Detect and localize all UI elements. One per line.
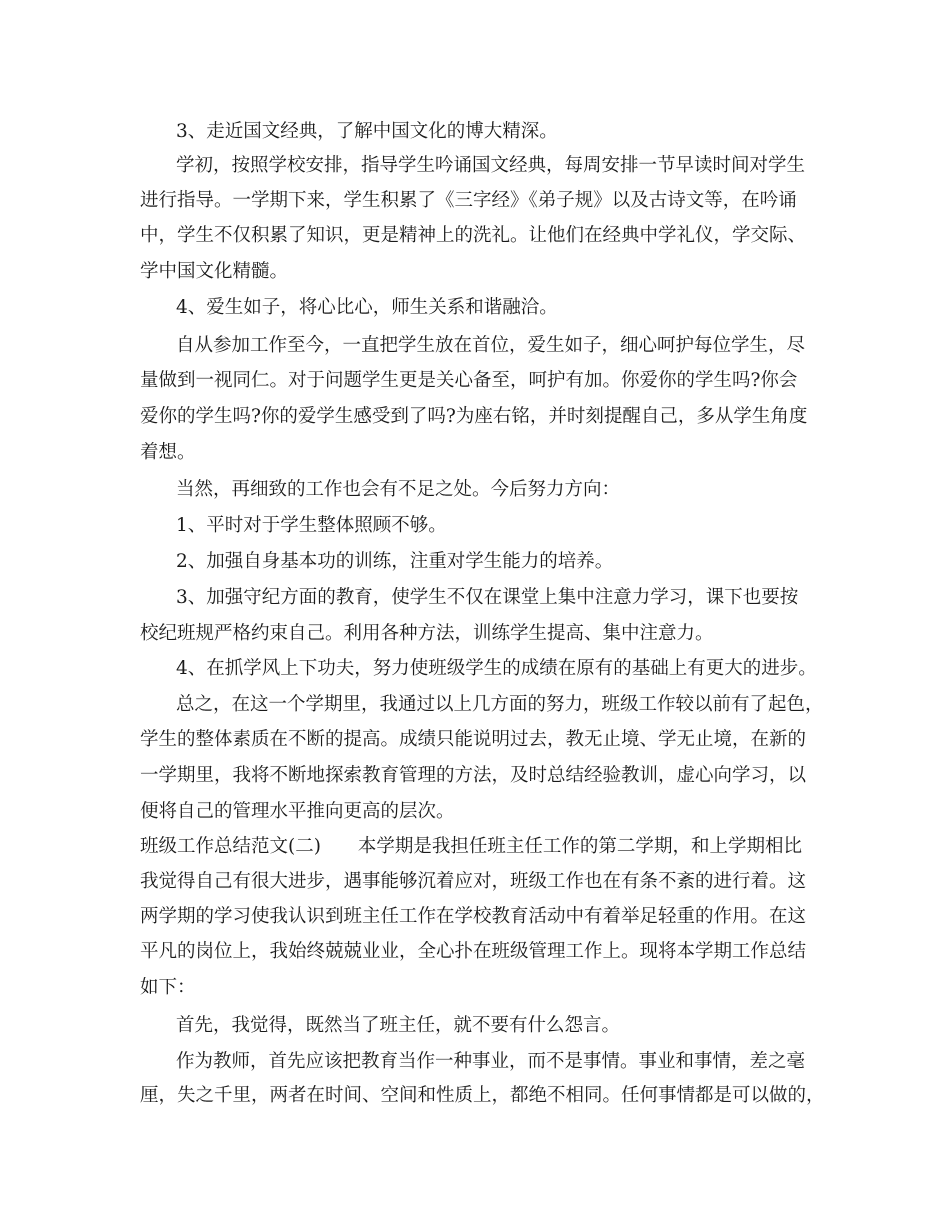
text-line: 着想。 xyxy=(140,442,196,463)
text-line: 便将自己的管理水平推向更高的层次。 xyxy=(140,801,455,822)
text-line: 作为教师，首先应该把教育当作一种事业，而不是事情。事业和事情，差之毫 xyxy=(176,1051,806,1072)
text-line: 2、加强自身基本功的训练，注重对学生能力的培养。 xyxy=(176,551,614,572)
text-line: 中，学生不仅积累了知识，更是精神上的洗礼。让他们在经典中学礼仪，学交际、 xyxy=(140,225,807,246)
text-line: 3、加强守纪方面的教育，使学生不仅在课堂上集中注意力学习，课下也要按 xyxy=(176,587,799,608)
text-line: 班级工作总结范文(二) 本学期是我担任班主任工作的第二学期，和上学期相比 xyxy=(140,836,802,857)
text-line: 两学期的学习使我认识到班主任工作在学校教育活动中有着举足轻重的作用。在这 xyxy=(140,906,807,927)
text-line: 我觉得自己有很大进步，遇事能够沉着应对，班级工作也在有条不紊的进行着。这 xyxy=(140,871,807,892)
text-line: 平凡的岗位上，我始终兢兢业业，全心扑在班级管理工作上。现将本学期工作总结 xyxy=(140,941,807,962)
text-line: 3、走近国文经典，了解中国文化的博大精深。 xyxy=(176,121,558,142)
text-line: 4、爱生如子，将心比心，师生关系和谐融洽。 xyxy=(176,297,558,318)
text-line: 厘，失之千里，两者在时间、空间和性质上，都绝不相同。任何事情都是可以做的， xyxy=(140,1085,825,1106)
text-line: 学生的整体素质在不断的提高。成绩只能说明过去，教无止境、学无止境，在新的 xyxy=(140,729,807,750)
text-line: 如下： xyxy=(140,977,196,998)
text-line: 1、平时对于学生整体照顾不够。 xyxy=(176,515,447,536)
text-line: 学中国文化精髓。 xyxy=(140,261,289,282)
text-line: 自从参加工作至今，一直把学生放在首位，爱生如子，细心呵护每位学生，尽 xyxy=(176,335,806,356)
text-line: 学初，按照学校安排，指导学生吟诵国文经典，每周安排一节早读时间对学生 xyxy=(176,155,806,176)
text-line: 校纪班规严格约束自己。利用各种方法，训练学生提高、集中注意力。 xyxy=(140,623,714,644)
text-line: 首先，我觉得，既然当了班主任，就不要有什么怨言。 xyxy=(176,1015,621,1036)
text-line: 进行指导。一学期下来，学生积累了《三字经》《弟子规》以及古诗文等，在吟诵 xyxy=(140,190,797,211)
text-line: 4、在抓学风上下功夫，努力使班级学生的成绩在原有的基础上有更大的进步。 xyxy=(176,658,817,679)
text-line: 当然，再细致的工作也会有不足之处。今后努力方向： xyxy=(176,479,621,500)
text-line: 一学期里，我将不断地探索教育管理的方法，及时总结经验教训，虚心向学习，以 xyxy=(140,765,807,786)
text-line: 爱你的学生吗?你的爱学生感受到了吗?为座右铭，并时刻提醒自己，多从学生角度 xyxy=(140,406,808,427)
text-line: 量做到一视同仁。对于问题学生更是关心备至，呵护有加。你爱你的学生吗?你会 xyxy=(140,370,798,391)
text-line: 总之，在这一个学期里，我通过以上几方面的努力，班级工作较以前有了起色， xyxy=(176,694,824,715)
